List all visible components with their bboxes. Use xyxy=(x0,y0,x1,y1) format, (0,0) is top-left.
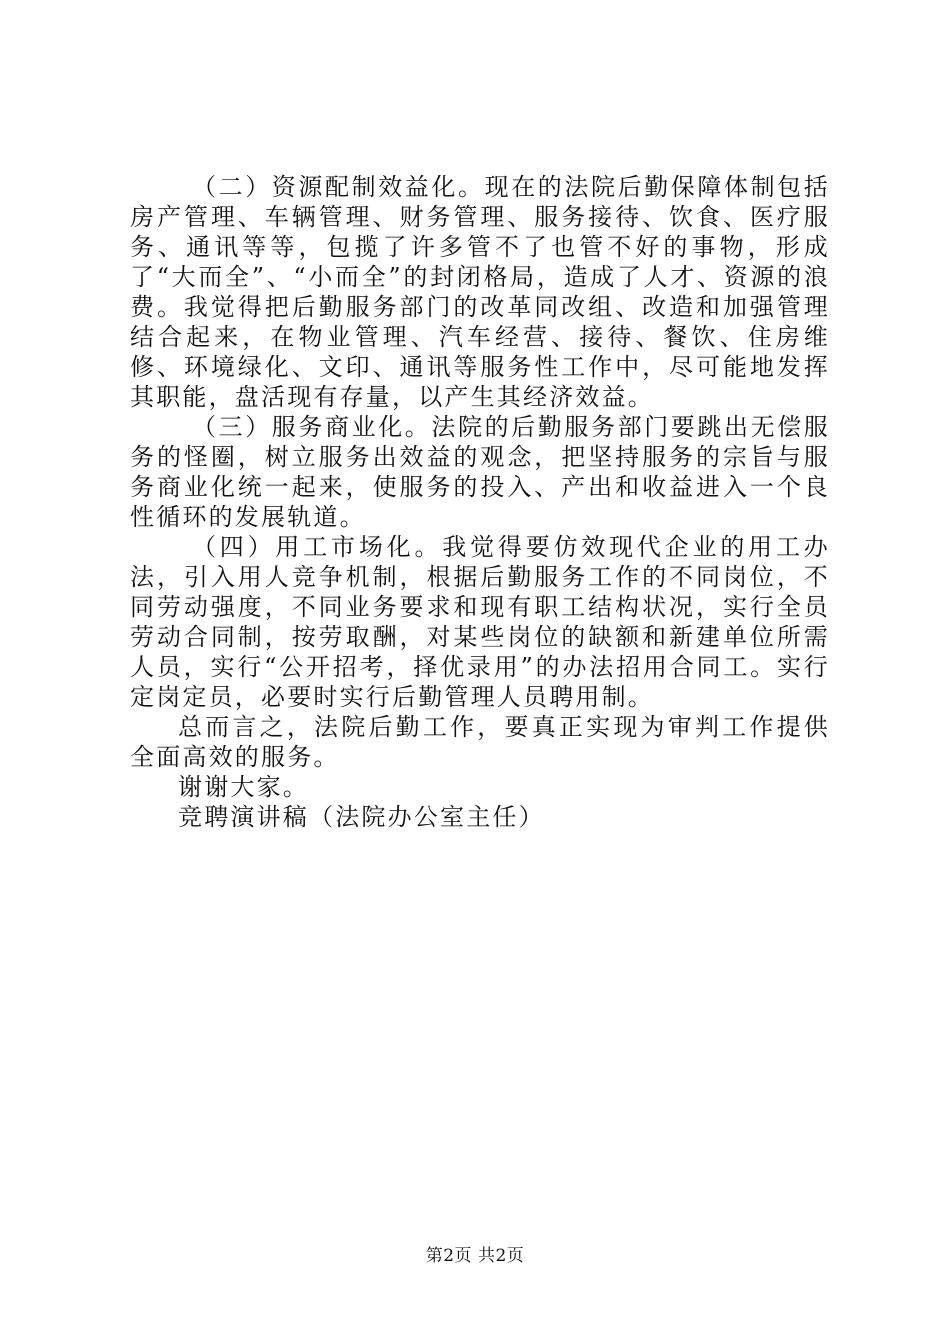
paragraph-resource-allocation: （二）资源配制效益化。现在的法院后勤保障体制包括房产管理、车辆管理、财务管理、服务接待、饮食、医疗服务、通讯等等，包揽了许多管不了也管不好的事物，形成了“大而全”、“小而全”的封闭格局，造成了人才、资源的浪费。我觉得把后勤服务部门的改革同改组、改造和加强管理结合起来，在物业管理、汽车经营、接待、餐饮、住房维修、环境绿化、文印、通讯等服务性工作中，尽可能地发挥其职能，盘活现有存量，以产生其经济效益。 xyxy=(130,173,830,411)
paragraph-thanks: 谢谢大家。 xyxy=(178,773,309,801)
page-number-footer: 第2页 共2页 xyxy=(425,1246,525,1266)
paragraph-title-line: 竞聘演讲稿（法院办公室主任） xyxy=(178,803,545,831)
paragraph-employment-marketization: （四）用工市场化。我觉得要仿效现代企业的用工办法，引入用人竞争机制，根据后勤服务工作的不同岗位，不同劳动强度，不同业务要求和现有职工结构状况，实行全员劳动合同制，按劳取酬，对某些岗位的缺额和新建单位所需人员，实行“公开招考，择优录用”的办法招用合同工。实行定岗定员，必要时实行后勤管理人员聘用制。 xyxy=(130,533,830,711)
document-body xyxy=(130,172,830,832)
paragraph-conclusion: 总而言之，法院后勤工作，要真正实现为审判工作提供全面高效的服务。 xyxy=(130,713,830,771)
paragraph-service-commercialization: （三）服务商业化。法院的后勤服务部门要跳出无偿服务的怪圈，树立服务出效益的观念，把坚持服务的宗旨与服务商业化统一起来，使服务的投入、产出和收益进入一个良性循环的发展轨道。 xyxy=(130,413,830,531)
